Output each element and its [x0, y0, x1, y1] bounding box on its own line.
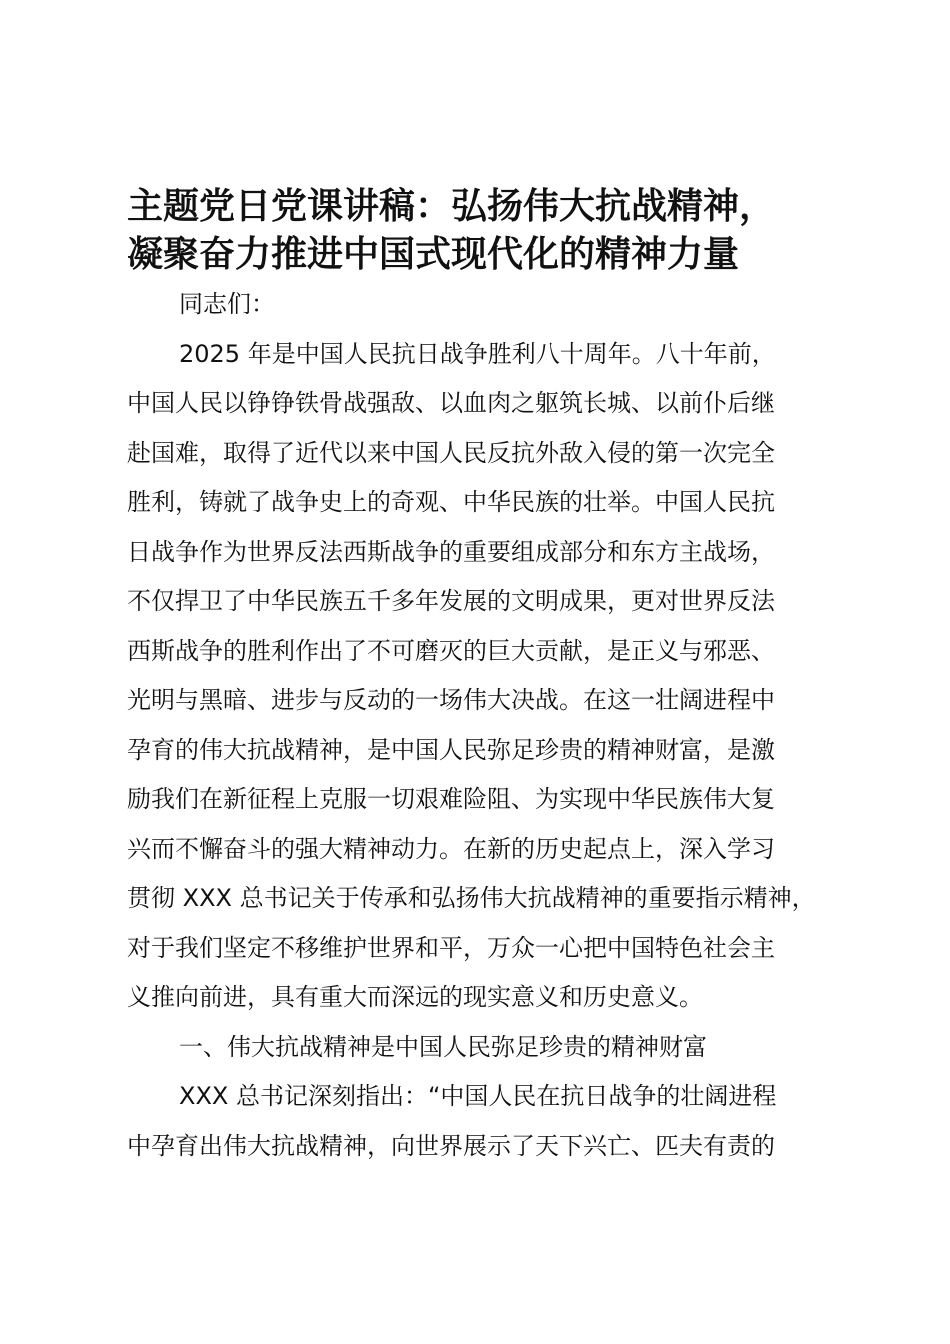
text-line: 中国人民以铮铮铁骨战强敌、以血肉之躯筑长城、以前仆后继	[127, 389, 775, 417]
paragraph-intro	[127, 330, 862, 1023]
text-line: 2025 年是中国人民抗日战争胜利八十周年。八十年前，	[179, 339, 776, 368]
text-line: 西斯战争的胜利作出了不可磨灭的巨大贡献，是正义与邪恶、	[127, 636, 775, 665]
text-line: 日战争作为世界反法西斯战争的重要组成部分和东方主战场，	[127, 537, 775, 566]
text-line: 兴而不懈奋斗的强大精神动力。在新的历史起点上，深入学习	[127, 834, 775, 863]
text-line: 光明与黑暗、进步与反动的一场伟大决战。在这一壮阔进程中	[127, 686, 775, 714]
title-line: 凝聚奋力推进中国式现代化的精神力量	[127, 234, 740, 275]
paragraph-quote	[127, 1072, 862, 1171]
text-line: 中孕育出伟大抗战精神，向世界展示了天下兴亡、匹夫有责的	[127, 1131, 775, 1160]
text-line: 励我们在新征程上克服一切艰难险阻、为实现中华民族伟大复	[127, 785, 775, 813]
salutation	[127, 280, 862, 330]
text-line: 义推向前进，具有重大而深远的现实意义和历史意义。	[127, 983, 703, 1011]
text-line: 贯彻 XXX 总书记关于传承和弘扬伟大抗战精神的重要指示精神，	[127, 884, 816, 912]
salutation-text: 同志们：	[179, 290, 275, 318]
section-heading-text: 一、伟大抗战精神是中国人民弥足珍贵的精神财富	[179, 1032, 707, 1061]
section-heading	[127, 1023, 862, 1073]
text-line: 孕育的伟大抗战精神，是中国人民弥足珍贵的精神财富，是激	[127, 735, 775, 764]
document-title	[127, 183, 887, 279]
text-line: 不仅捍卫了中华民族五千多年发展的文明成果，更对世界反法	[127, 587, 775, 615]
title-line: 主题党日党课讲稿：弘扬伟大抗战精神，	[127, 186, 776, 227]
text-line: 赴国难，取得了近代以来中国人民反抗外敌入侵的第一次完全	[127, 438, 775, 467]
text-line: 对于我们坚定不移维护世界和平，万众一心把中国特色社会主	[127, 933, 775, 962]
document-body	[127, 280, 862, 1171]
text-line: XXX 总书记深刻指出：“中国人民在抗日战争的壮阔进程	[179, 1082, 777, 1110]
text-line: 胜利，铸就了战争史上的奇观、中华民族的壮举。中国人民抗	[127, 488, 775, 516]
